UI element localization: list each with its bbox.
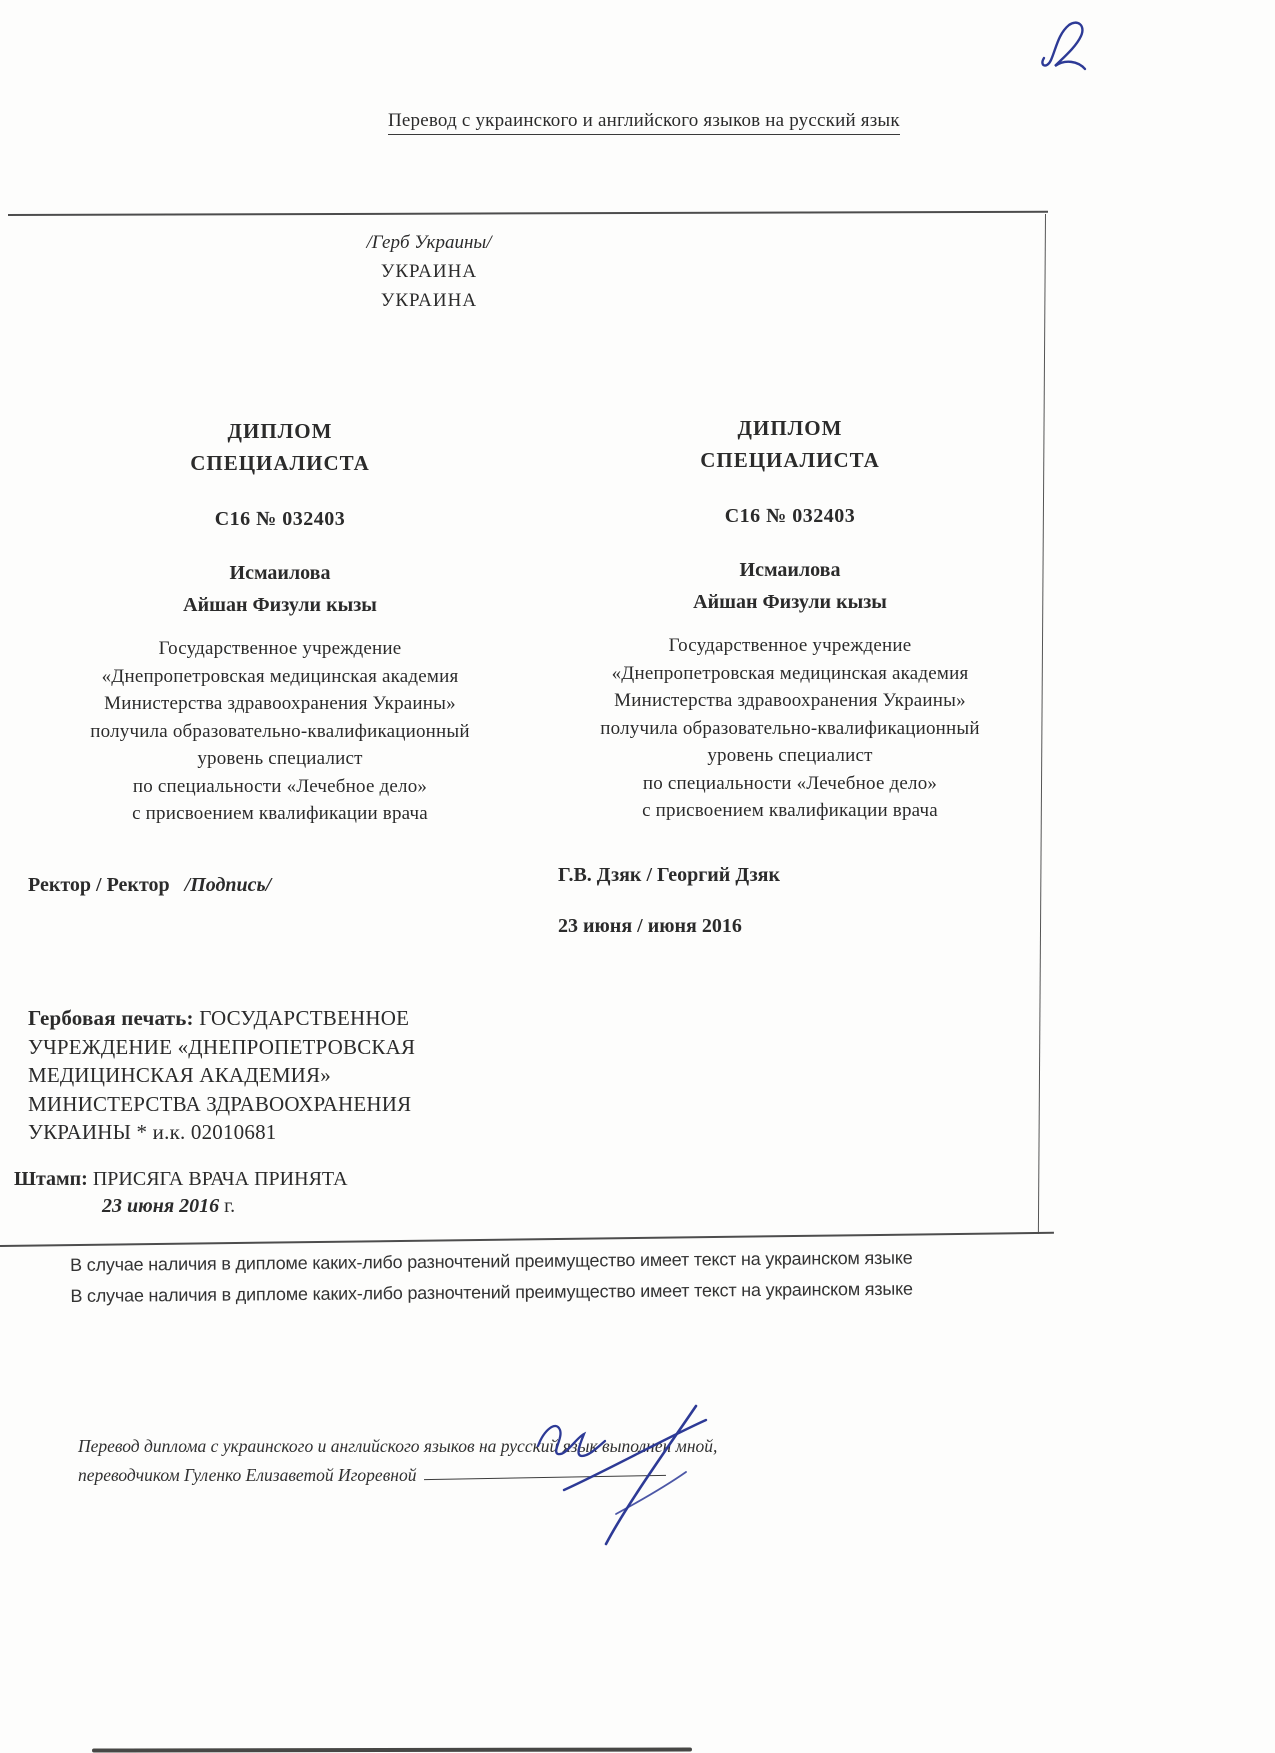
- diploma-title: ДИПЛОМ: [227, 419, 333, 443]
- paragraph-line: Министерства здравоохранения Украины»: [614, 690, 966, 711]
- diploma-title: СПЕЦИАЛИСТА: [700, 448, 880, 472]
- paragraph-line: по специальности «Лечебное дело»: [642, 772, 938, 794]
- diploma-title: СПЕЦИАЛИСТА: [190, 451, 370, 475]
- discrepancy-footnote: [70, 1242, 991, 1312]
- paragraph-line: Государственное учреждение: [668, 635, 912, 656]
- diploma-column-right: [540, 412, 1040, 825]
- country-name-line1: УКРАИНА: [380, 261, 478, 282]
- rector-name-block: [558, 864, 780, 938]
- graduate-given-name: Айшан Физули кызы: [183, 594, 377, 616]
- country-name-line2: УКРАИНА: [380, 290, 478, 311]
- graduate-surname: Исмаилова: [739, 559, 841, 581]
- handwritten-page-number-icon: [1032, 8, 1102, 78]
- paragraph-line: Министерства здравоохранения Украины»: [104, 693, 456, 714]
- translator-name-line: переводчиком Гуленко Елизаветой Игоревной: [78, 1465, 417, 1485]
- stamp-date-suffix: г.: [224, 1195, 236, 1217]
- paragraph-line: «Днепропетровская медицинская академия: [611, 662, 969, 684]
- diploma-number: С16 № 032403: [724, 505, 856, 527]
- paragraph-line: получила образовательно-квалификационный: [600, 717, 980, 739]
- seal-text-line: МЕДИЦИНСКАЯ АКАДЕМИЯ»: [28, 1063, 331, 1087]
- paragraph-line: Государственное учреждение: [158, 638, 402, 659]
- graduate-given-name: Айшан Физули кызы: [693, 591, 887, 613]
- paragraph-line: «Днепропетровская медицинская академия: [101, 665, 459, 687]
- coat-of-arms-note: /Герб Украины/: [366, 232, 492, 253]
- diploma-title: ДИПЛОМ: [737, 416, 843, 440]
- paragraph-line: получила образовательно-квалификационный: [90, 720, 470, 742]
- paragraph-line: с присвоением квалификации врача: [642, 800, 938, 821]
- seal-text-line: УЧРЕЖДЕНИЕ «ДНЕПРОПЕТРОВСКАЯ: [28, 1034, 416, 1059]
- stamp-date: 23 июня 2016: [102, 1195, 220, 1217]
- diploma-date: 23 июня / июня 2016: [558, 915, 742, 937]
- diploma-column-left: [30, 415, 530, 828]
- rector-name: Г.В. Дзяк / Георгий Дзяк: [558, 864, 780, 886]
- rector-signature-line: [28, 874, 271, 897]
- box-border-top: [8, 211, 1048, 216]
- footnote-line: В случае наличия в дипломе каких-либо разночтений преимущество имеет текст на украинском языке: [70, 1278, 913, 1306]
- diploma-body-paragraph: [30, 635, 530, 828]
- diploma-body-paragraph: [540, 632, 1040, 825]
- seal-label: Гербовая печать:: [28, 1006, 194, 1030]
- seal-transcription: [28, 1004, 508, 1147]
- seal-text-line: МИНИСТЕРСТВА ЗДРАВООХРАНЕНИЯ: [28, 1091, 412, 1116]
- scan-artifact-line: [92, 1747, 692, 1752]
- footnote-line: В случае наличия в дипломе каких-либо разночтений преимущество имеет текст на украинском языке: [70, 1247, 913, 1275]
- stamp-label: Штамп:: [14, 1168, 88, 1190]
- paragraph-line: уровень специалист: [197, 748, 363, 769]
- paragraph-line: с присвоением квалификации врача: [132, 803, 428, 824]
- stamp-transcription: [14, 1166, 348, 1220]
- rector-label: Ректор / Ректор: [28, 874, 170, 896]
- page-title: Перевод с украинского и английского языков на русский язык: [388, 110, 900, 135]
- seal-text-line: ГОСУДАРСТВЕННОЕ: [199, 1006, 410, 1030]
- graduate-surname: Исмаилова: [229, 562, 331, 584]
- paragraph-line: по специальности «Лечебное дело»: [132, 775, 428, 797]
- coat-of-arms-header: [229, 228, 629, 315]
- translator-statement-line: Перевод диплома с украинского и английского языков на русский язык выполнен мной,: [78, 1436, 718, 1456]
- stamp-text: ПРИСЯГА ВРАЧА ПРИНЯТА: [92, 1168, 348, 1190]
- seal-text-line: УКРАИНЫ * и.к. 02010681: [28, 1120, 277, 1144]
- diploma-number: С16 № 032403: [214, 508, 346, 530]
- paragraph-line: уровень специалист: [707, 745, 873, 766]
- translator-signature-icon: [468, 1392, 734, 1557]
- signature-placeholder-note: /Подпись/: [184, 874, 272, 896]
